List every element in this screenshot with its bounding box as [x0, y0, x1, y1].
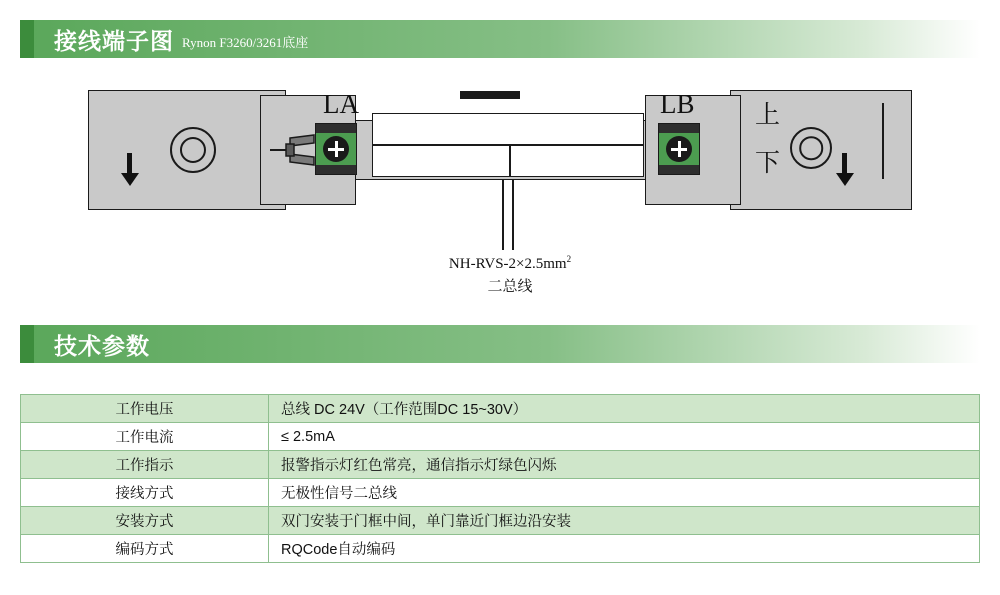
- table-row: [21, 423, 980, 451]
- wire-lug-icon: [270, 133, 322, 167]
- device-inner-cutout-left: [372, 145, 510, 177]
- terminal-label-la: LA: [323, 89, 359, 119]
- mounting-hole-inner: [799, 136, 823, 160]
- direction-arrow-right-icon: [836, 173, 854, 186]
- spec-value: 报警指示灯红色常亮，通信指示灯绿色闪烁: [269, 451, 980, 479]
- terminal-diagram: [20, 75, 980, 315]
- terminal-clamp-top: [659, 124, 699, 133]
- direction-arrow-right-stem: [842, 153, 847, 175]
- bus-wire-a: [502, 180, 504, 250]
- table-row: [21, 535, 980, 563]
- spec-value: 总线 DC 24V（工作范围DC 15~30V）: [269, 395, 980, 423]
- spec-table: [20, 394, 980, 563]
- section-subtitle-model: Rynon F3260/3261底座: [182, 35, 309, 50]
- terminal-clamp-top: [316, 124, 356, 133]
- device-top-tab: [460, 91, 520, 99]
- terminal-label-lb: LB: [660, 89, 695, 119]
- spec-key: 安装方式: [21, 507, 269, 535]
- mounting-hole-inner: [180, 137, 206, 163]
- spec-key: 工作电流: [21, 423, 269, 451]
- cable-spec-label: $NH-RVS-2\times 2.5mm^2$: [448, 254, 572, 272]
- table-row: [21, 479, 980, 507]
- direction-arrow-left-stem: [127, 153, 132, 175]
- phillips-screw-icon: [666, 136, 692, 162]
- terminal-clamp-bottom: [316, 165, 356, 174]
- orientation-label-up: 上: [755, 102, 781, 129]
- section-accent-bar: [20, 325, 34, 363]
- spec-key: 工作指示: [21, 451, 269, 479]
- section-header-specs: [20, 325, 980, 363]
- terminal-screw-lb: [658, 123, 700, 175]
- orientation-label-down: 下: [755, 150, 781, 177]
- mounting-hole-right: [790, 127, 832, 169]
- bus-wire-pair: [490, 180, 530, 250]
- phillips-screw-icon: [323, 136, 349, 162]
- device-right-edge-line: [882, 103, 884, 179]
- device-inner-cutout-bottom: [510, 145, 644, 177]
- spec-value: ≤ 2.5mA: [269, 423, 980, 451]
- spec-key: 工作电压: [21, 395, 269, 423]
- spec-value: 双门安装于门框中间，单门靠近门框边沿安装: [269, 507, 980, 535]
- spec-key: 编码方式: [21, 535, 269, 563]
- cable-bus-label: 二总线: [487, 279, 533, 296]
- terminal-clamp-bottom: [659, 165, 699, 174]
- direction-arrow-left-icon: [121, 173, 139, 186]
- section-accent-bar: [20, 20, 34, 58]
- spec-value: 无极性信号二总线: [269, 479, 980, 507]
- spec-value: RQCode自动编码: [269, 535, 980, 563]
- spec-key: 接线方式: [21, 479, 269, 507]
- mounting-hole-left: [170, 127, 216, 173]
- section-title-terminal-diagram: 接线端子图: [54, 27, 174, 54]
- table-row: [21, 507, 980, 535]
- section-title-specs: 技术参数: [54, 332, 150, 359]
- table-row: [21, 395, 980, 423]
- device-inner-cutout-top: [372, 113, 644, 145]
- section-header-terminal-diagram: [20, 20, 980, 58]
- cable-caption: [360, 253, 660, 300]
- table-row: [21, 451, 980, 479]
- bus-wire-b: [512, 180, 514, 250]
